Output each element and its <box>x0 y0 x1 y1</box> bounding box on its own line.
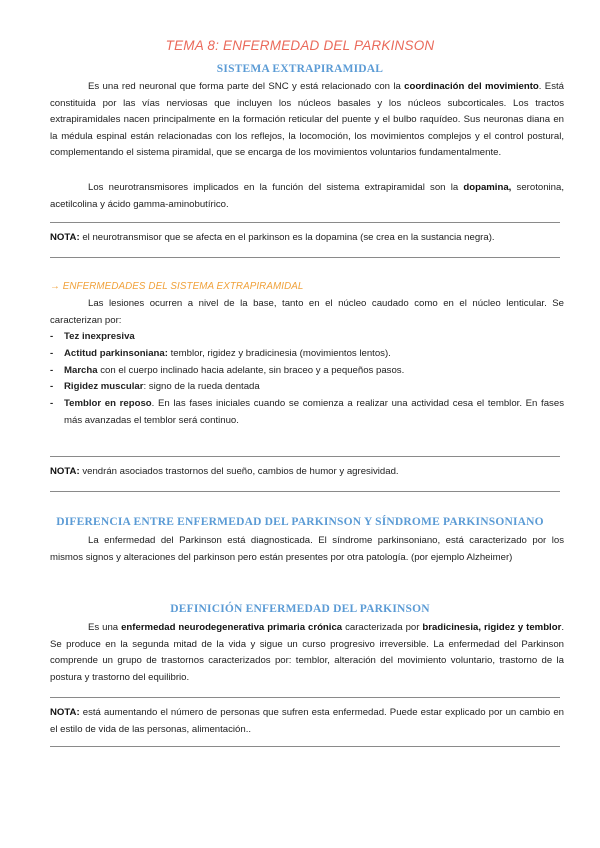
p2-text-2: serotonina, acetilcolina y ácido gamma-aminobutírico. <box>50 182 564 210</box>
bullet-dash: - <box>50 347 54 359</box>
note-divider-top <box>50 222 560 223</box>
diferencia-text: La enfermedad del Parkinson está diagnosticada. El síndrome parkinsoniano, está caracterizado por los mismos signos y alteraciones del parkinson pero están presentes por otra patología. (por ejemplo Alzheimer) <box>50 535 564 563</box>
list-item: - Temblor en reposo. En las fases iniciales cuando se comienza a realizar una actividad cesa el temblor. En fases más avanzadas el temblor será continuo. <box>50 398 564 426</box>
note-1-label: NOTA: <box>50 232 80 243</box>
note-divider-bottom <box>50 257 560 258</box>
list-item: - Marcha con el cuerpo inclinado hacia adelante, sin braceo y a pequeños pasos. <box>50 363 564 380</box>
bullet-dash: - <box>50 381 54 393</box>
p1-bold: coordinación del movimiento <box>404 81 539 92</box>
p2-bold: dopamina, <box>463 182 512 193</box>
symptom-list <box>50 329 564 430</box>
p2-text-1: Los neurotransmisores implicados en la función del sistema extrapiramidal son la <box>88 182 464 193</box>
list-item: - Tez inexpresiva <box>50 329 564 346</box>
paragraph-definicion: Es una enfermedad neurodegenerativa primaria crónica caracterizada por bradicinesia, rigidez y temblor. Se produce en la segunda mitad de la vida y sigue un curso progresivo irreversible. La enfermedad del Parkinson comprende un grupo de trastornos caracterizados por: temblor, alteración del movimiento voluntario, trastorno de la postura y trastorno del equilibrio. <box>50 622 564 683</box>
p1-text-2: . Está constituida por las vías nerviosas que incluyen los núcleos basales y los núcleos subcorticales. Los tractos extrapiramidales nacen principalmente en la formación reticular del puente y el bulbo raquídeo. Sus neuronas diana en la médula espinal están relacionadas con los reflejos, la locomoción, los movimientos complejos y el control postural, complementando el sistema piramidal, que se encarga de los movimientos voluntarios fundamentalmente. <box>50 81 565 159</box>
note-3-label: NOTA: <box>50 707 80 718</box>
paragraph-sistema-intro <box>50 79 564 162</box>
note-3 <box>50 704 564 738</box>
definicion-bold-1: enfermedad neurodegenerativa primaria crónica <box>121 622 343 633</box>
definicion-bold-2: bradicinesia, rigidez y temblor <box>422 622 562 633</box>
note-3-text: está aumentando el número de personas que sufren esta enfermedad. Puede estar explicado por un cambio en el estilo de vida de las personas, alimentación.. <box>50 707 564 735</box>
lesiones-text: Las lesiones ocurren a nivel de la base, tanto en el núcleo caudado como en el núcleo lenticular. Se caracterizan por: <box>50 298 564 326</box>
note-2 <box>50 463 564 480</box>
paragraph-diferencia <box>50 533 564 566</box>
note-2-label: NOTA: <box>50 466 80 477</box>
note-divider-bottom <box>50 746 560 747</box>
document-title: TEMA 8: ENFERMEDAD DEL PARKINSON <box>165 38 435 53</box>
heading-sistema-extrapiramidal: SISTEMA EXTRAPIRAMIDAL <box>216 63 384 75</box>
bullet-dash: - <box>50 331 54 342</box>
note-divider-top <box>50 456 560 457</box>
bullet-dash: - <box>50 364 54 376</box>
p1-text-1: Es una red neuronal que forma parte del SNC y está relacionado con la <box>88 81 405 92</box>
paragraph-lesiones <box>50 296 564 329</box>
note-1-text: el neurotransmisor que se afecta en el parkinson es la dopamina (se crea en la sustancia negra). <box>79 232 495 243</box>
list-item: - Rigidez muscular: signo de la rueda dentada <box>50 379 564 396</box>
paragraph-neurotransmisores <box>50 180 564 213</box>
heading-diferencia: DIFERENCIA ENTRE ENFERMEDAD DEL PARKINSON Y SÍNDROME PARKINSONIANO <box>56 516 544 528</box>
heading-definicion: DEFINICIÓN ENFERMEDAD DEL PARKINSON <box>170 603 430 615</box>
note-divider-bottom <box>50 491 560 492</box>
note-divider-top <box>50 697 560 698</box>
note-2-text: vendrán asociados trastornos del sueño, cambios de humor y agresividad. <box>79 466 399 477</box>
note-1 <box>50 229 564 246</box>
heading-enfermedades-sistema: → ENFERMEDADES DEL SISTEMA EXTRAPIRAMIDAL <box>50 281 304 292</box>
bullet-dash: - <box>50 398 54 410</box>
list-item: - Actitud parkinsoniana: temblor, rigidez y bradicinesia (movimientos lentos). <box>50 346 564 363</box>
